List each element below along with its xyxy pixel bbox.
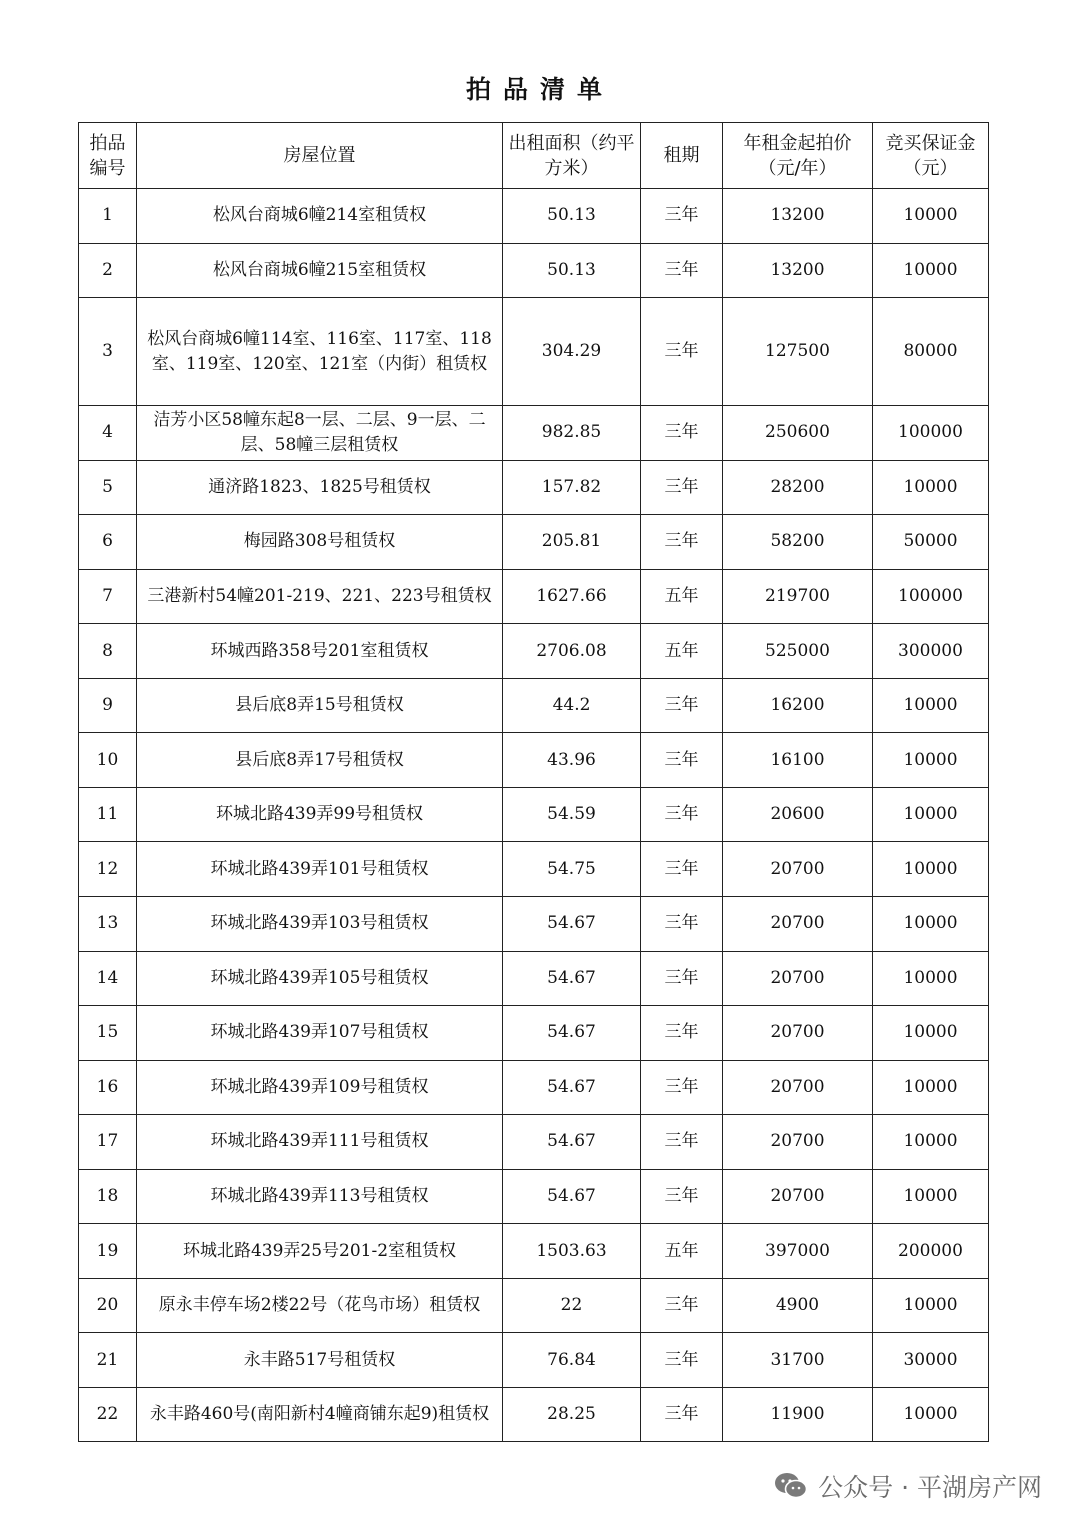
- table-row: [79, 1115, 989, 1170]
- cell-location: 通济路1823、1825号租赁权: [137, 460, 503, 515]
- cell-item-number: 13: [79, 897, 137, 952]
- cell-area: 76.84: [503, 1333, 641, 1388]
- table-row: [79, 460, 989, 515]
- table-row: [79, 1006, 989, 1061]
- cell-term: 三年: [641, 951, 723, 1006]
- cell-location: 三港新村54幢201-219、221、223号租赁权: [137, 569, 503, 624]
- cell-item-number: 20: [79, 1278, 137, 1333]
- cell-item-number: 14: [79, 951, 137, 1006]
- cell-item-number: 18: [79, 1169, 137, 1224]
- cell-location: 松风台商城6幢114室、116室、117室、118室、119室、120室、121室（内街）租赁权: [137, 298, 503, 406]
- cell-item-number: 16: [79, 1060, 137, 1115]
- cell-item-number: 1: [79, 189, 137, 244]
- auction-items-table: [78, 122, 989, 1442]
- cell-term: 三年: [641, 460, 723, 515]
- cell-rent: 16100: [723, 733, 873, 788]
- table-row: [79, 189, 989, 244]
- cell-item-number: 10: [79, 733, 137, 788]
- cell-location: 永丰路517号租赁权: [137, 1333, 503, 1388]
- cell-item-number: 6: [79, 515, 137, 570]
- cell-location: 环城北路439弄107号租赁权: [137, 1006, 503, 1061]
- cell-rent: 20700: [723, 1169, 873, 1224]
- table-row: [79, 951, 989, 1006]
- cell-deposit: 10000: [873, 897, 989, 952]
- wechat-icon: [774, 1472, 808, 1500]
- cell-area: 205.81: [503, 515, 641, 570]
- cell-deposit: 300000: [873, 624, 989, 679]
- cell-deposit: 10000: [873, 678, 989, 733]
- cell-location: 洁芳小区58幢东起8一层、二层、9一层、二层、58幢三层租赁权: [137, 406, 503, 461]
- cell-rent: 11900: [723, 1387, 873, 1442]
- header-rent: 年租金起拍价（元/年）: [723, 123, 873, 189]
- cell-location: 梅园路308号租赁权: [137, 515, 503, 570]
- table-row: [79, 1060, 989, 1115]
- cell-deposit: 10000: [873, 1169, 989, 1224]
- cell-term: 五年: [641, 624, 723, 679]
- table-row: [79, 569, 989, 624]
- cell-deposit: 100000: [873, 406, 989, 461]
- header-item-number: 拍品编号: [79, 123, 137, 189]
- header-area: 出租面积（约平方米）: [503, 123, 641, 189]
- cell-term: 五年: [641, 569, 723, 624]
- cell-item-number: 7: [79, 569, 137, 624]
- cell-rent: 127500: [723, 298, 873, 406]
- cell-deposit: 10000: [873, 189, 989, 244]
- cell-item-number: 17: [79, 1115, 137, 1170]
- cell-area: 54.67: [503, 1115, 641, 1170]
- cell-location: 县后底8弄15号租赁权: [137, 678, 503, 733]
- cell-area: 28.25: [503, 1387, 641, 1442]
- cell-rent: 397000: [723, 1224, 873, 1279]
- table-body: [79, 189, 989, 1442]
- cell-area: 982.85: [503, 406, 641, 461]
- cell-term: 三年: [641, 897, 723, 952]
- table-row: [79, 406, 989, 461]
- cell-rent: 20700: [723, 1060, 873, 1115]
- cell-location: 县后底8弄17号租赁权: [137, 733, 503, 788]
- cell-rent: 20700: [723, 897, 873, 952]
- cell-location: 环城北路439弄109号租赁权: [137, 1060, 503, 1115]
- table-row: [79, 1333, 989, 1388]
- cell-rent: 28200: [723, 460, 873, 515]
- cell-deposit: 50000: [873, 515, 989, 570]
- cell-rent: 16200: [723, 678, 873, 733]
- cell-location: 环城北路439弄111号租赁权: [137, 1115, 503, 1170]
- cell-rent: 20700: [723, 842, 873, 897]
- cell-term: 三年: [641, 733, 723, 788]
- header-term: 租期: [641, 123, 723, 189]
- cell-item-number: 9: [79, 678, 137, 733]
- cell-area: 54.67: [503, 951, 641, 1006]
- cell-term: 三年: [641, 298, 723, 406]
- page-title: 拍品清单: [465, 75, 614, 104]
- cell-deposit: 10000: [873, 787, 989, 842]
- cell-deposit: 10000: [873, 1387, 989, 1442]
- cell-location: 环城西路358号201室租赁权: [137, 624, 503, 679]
- cell-rent: 20700: [723, 1006, 873, 1061]
- cell-item-number: 12: [79, 842, 137, 897]
- cell-term: 三年: [641, 1006, 723, 1061]
- cell-deposit: 10000: [873, 460, 989, 515]
- cell-term: 三年: [641, 1060, 723, 1115]
- table-header-row: [79, 123, 989, 189]
- cell-term: 三年: [641, 1333, 723, 1388]
- cell-deposit: 10000: [873, 733, 989, 788]
- table-row: [79, 842, 989, 897]
- table-row: [79, 624, 989, 679]
- cell-deposit: 10000: [873, 951, 989, 1006]
- table-row: [79, 1224, 989, 1279]
- cell-location: 松风台商城6幢215室租赁权: [137, 243, 503, 298]
- cell-term: 三年: [641, 678, 723, 733]
- table-row: [79, 1169, 989, 1224]
- cell-rent: 58200: [723, 515, 873, 570]
- header-deposit: 竞买保证金（元）: [873, 123, 989, 189]
- cell-area: 54.59: [503, 787, 641, 842]
- cell-area: 54.67: [503, 1169, 641, 1224]
- cell-term: 三年: [641, 1278, 723, 1333]
- cell-location: 原永丰停车场2楼22号（花鸟市场）租赁权: [137, 1278, 503, 1333]
- cell-term: 三年: [641, 515, 723, 570]
- cell-item-number: 21: [79, 1333, 137, 1388]
- cell-area: 54.67: [503, 1006, 641, 1061]
- cell-area: 304.29: [503, 298, 641, 406]
- table-row: [79, 733, 989, 788]
- table-row: [79, 243, 989, 298]
- cell-term: 三年: [641, 842, 723, 897]
- cell-term: 三年: [641, 1115, 723, 1170]
- cell-term: 三年: [641, 1169, 723, 1224]
- cell-area: 43.96: [503, 733, 641, 788]
- cell-area: 1627.66: [503, 569, 641, 624]
- cell-area: 1503.63: [503, 1224, 641, 1279]
- cell-area: 54.75: [503, 842, 641, 897]
- cell-item-number: 19: [79, 1224, 137, 1279]
- cell-location: 环城北路439弄103号租赁权: [137, 897, 503, 952]
- cell-area: 22: [503, 1278, 641, 1333]
- cell-rent: 13200: [723, 189, 873, 244]
- header-location: 房屋位置: [137, 123, 503, 189]
- cell-area: 54.67: [503, 1060, 641, 1115]
- table-row: [79, 787, 989, 842]
- cell-item-number: 22: [79, 1387, 137, 1442]
- cell-rent: 20600: [723, 787, 873, 842]
- cell-term: 三年: [641, 787, 723, 842]
- cell-area: 50.13: [503, 243, 641, 298]
- cell-item-number: 5: [79, 460, 137, 515]
- cell-area: 54.67: [503, 897, 641, 952]
- cell-rent: 525000: [723, 624, 873, 679]
- cell-item-number: 11: [79, 787, 137, 842]
- cell-rent: 20700: [723, 951, 873, 1006]
- cell-term: 五年: [641, 1224, 723, 1279]
- cell-location: 环城北路439弄113号租赁权: [137, 1169, 503, 1224]
- cell-deposit: 30000: [873, 1333, 989, 1388]
- cell-term: 三年: [641, 406, 723, 461]
- table-row: [79, 298, 989, 406]
- cell-rent: 4900: [723, 1278, 873, 1333]
- cell-area: 157.82: [503, 460, 641, 515]
- watermark: [774, 1466, 1042, 1506]
- cell-rent: 219700: [723, 569, 873, 624]
- cell-deposit: 100000: [873, 569, 989, 624]
- cell-rent: 13200: [723, 243, 873, 298]
- cell-area: 44.2: [503, 678, 641, 733]
- cell-area: 50.13: [503, 189, 641, 244]
- table-row: [79, 678, 989, 733]
- cell-term: 三年: [641, 189, 723, 244]
- table-row: [79, 1387, 989, 1442]
- cell-item-number: 4: [79, 406, 137, 461]
- cell-deposit: 10000: [873, 842, 989, 897]
- cell-deposit: 10000: [873, 243, 989, 298]
- cell-item-number: 8: [79, 624, 137, 679]
- cell-deposit: 200000: [873, 1224, 989, 1279]
- cell-term: 三年: [641, 243, 723, 298]
- cell-area: 2706.08: [503, 624, 641, 679]
- cell-deposit: 10000: [873, 1060, 989, 1115]
- cell-deposit: 10000: [873, 1006, 989, 1061]
- table-row: [79, 515, 989, 570]
- cell-deposit: 80000: [873, 298, 989, 406]
- cell-location: 永丰路460号(南阳新村4幢商铺东起9)租赁权: [137, 1387, 503, 1442]
- cell-rent: 31700: [723, 1333, 873, 1388]
- cell-term: 三年: [641, 1387, 723, 1442]
- cell-location: 环城北路439弄101号租赁权: [137, 842, 503, 897]
- cell-item-number: 2: [79, 243, 137, 298]
- watermark-text: 公众号 · 平湖房产网: [818, 1473, 1042, 1502]
- cell-rent: 20700: [723, 1115, 873, 1170]
- cell-deposit: 10000: [873, 1115, 989, 1170]
- cell-item-number: 3: [79, 298, 137, 406]
- cell-rent: 250600: [723, 406, 873, 461]
- cell-deposit: 10000: [873, 1278, 989, 1333]
- cell-location: 环城北路439弄99号租赁权: [137, 787, 503, 842]
- table-row: [79, 897, 989, 952]
- cell-location: 松风台商城6幢214室租赁权: [137, 189, 503, 244]
- cell-location: 环城北路439弄25号201-2室租赁权: [137, 1224, 503, 1279]
- table-row: [79, 1278, 989, 1333]
- cell-item-number: 15: [79, 1006, 137, 1061]
- cell-location: 环城北路439弄105号租赁权: [137, 951, 503, 1006]
